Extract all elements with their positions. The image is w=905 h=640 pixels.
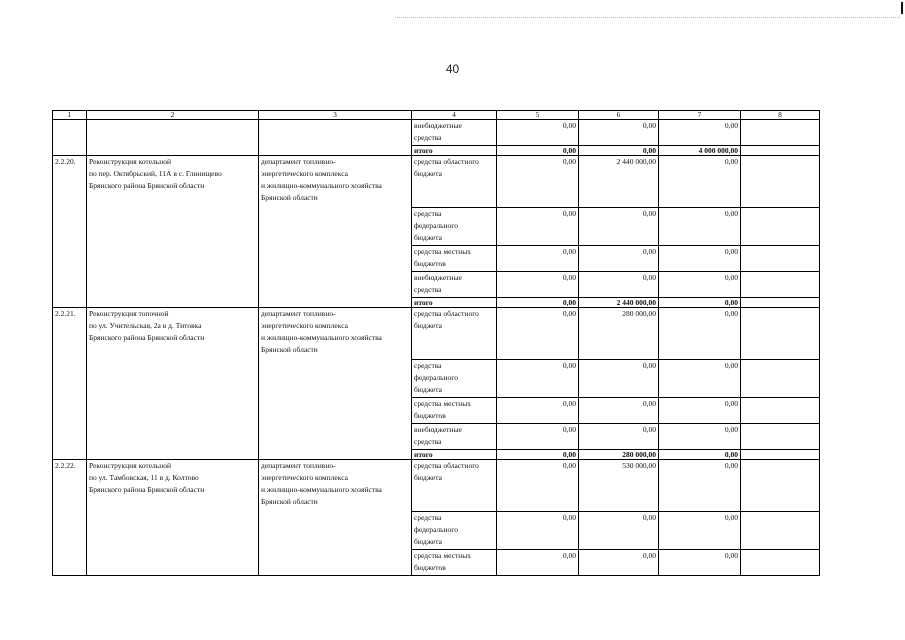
value-cell: 0,00 [497,550,579,576]
value-cell: 0,00 [579,208,659,246]
value-cell: 0,00 [497,298,579,308]
table-row [53,308,820,360]
value-cell: 0,00 [659,360,741,398]
scan-edge-mark [901,2,903,14]
value-cell: 2 440 000,00 [579,156,659,208]
executor-cell: департамент топливно- энергетического комплекса и жилищно-коммунального хозяйства Брянской области [259,460,412,576]
source-cell: итого [412,298,497,308]
value-cell: 0,00 [659,550,741,576]
budget-table [52,110,820,576]
value-cell [741,146,820,156]
value-cell: 0,00 [579,120,659,146]
table-row [53,120,820,146]
source-cell: внебюджетные средства [412,272,497,298]
value-cell [741,120,820,146]
source-cell: внебюджетные средства [412,424,497,450]
value-cell: 0,00 [659,246,741,272]
value-cell: 0,00 [659,272,741,298]
source-cell: итого [412,146,497,156]
value-cell [741,298,820,308]
value-cell: 0,00 [659,512,741,550]
header-cell: 8 [741,111,820,120]
value-cell: 0,00 [579,398,659,424]
value-cell: 530 000,00 [579,460,659,512]
header-cell: 1 [53,111,87,120]
name-cell: Реконструкция котельной по ул. Тамбовская, 11 в д. Колтово Брянского района Брянской области [87,460,259,576]
value-cell: 0,00 [497,156,579,208]
executor-cell [259,120,412,156]
source-cell: средства областного бюджета [412,308,497,360]
source-cell: средства областного бюджета [412,460,497,512]
source-cell: внебюджетные средства [412,120,497,146]
value-cell: 0,00 [579,424,659,450]
value-cell: 0,00 [579,272,659,298]
value-cell: 0,00 [497,398,579,424]
source-cell: средства областного бюджета [412,156,497,208]
value-cell: 0,00 [579,246,659,272]
value-cell [741,512,820,550]
value-cell [741,308,820,360]
source-cell: средства федерального бюджета [412,512,497,550]
value-cell: 0,00 [497,146,579,156]
executor-cell: департамент топливно- энергетического комплекса и жилищно-коммунального хозяйства Брянской области [259,308,412,460]
value-cell: 0,00 [659,398,741,424]
source-cell: средства местных бюджетов [412,398,497,424]
value-cell [741,156,820,208]
value-cell: 0,00 [497,424,579,450]
value-cell [741,208,820,246]
value-cell: 0,00 [659,308,741,360]
value-cell: 0,00 [659,120,741,146]
value-cell: 0,00 [579,146,659,156]
value-cell [741,450,820,460]
code-cell: 2.2.22. [53,460,87,576]
value-cell [741,424,820,450]
table-row [53,460,820,512]
code-cell: 2.2.20. [53,156,87,308]
value-cell: 0,00 [659,298,741,308]
source-cell: средства федерального бюджета [412,208,497,246]
value-cell: 0,00 [497,450,579,460]
value-cell: 0,00 [497,246,579,272]
value-cell [741,460,820,512]
value-cell: 280 000,00 [579,450,659,460]
executor-cell: департамент топливно- энергетического комплекса и жилищно-коммунального хозяйства Брянской области [259,156,412,308]
name-cell [87,120,259,156]
value-cell: 0,00 [497,120,579,146]
source-cell: средства федерального бюджета [412,360,497,398]
value-cell: 0,00 [659,208,741,246]
source-cell: средства местных бюджетов [412,550,497,576]
value-cell: 2 440 000,00 [579,298,659,308]
value-cell: 0,00 [497,272,579,298]
source-cell: итого [412,450,497,460]
table-header-row [53,111,820,120]
value-cell: 0,00 [659,450,741,460]
value-cell [741,360,820,398]
value-cell [741,550,820,576]
value-cell: 0,00 [579,360,659,398]
value-cell: 0,00 [579,550,659,576]
scan-noise-line [395,17,900,19]
header-cell: 3 [259,111,412,120]
value-cell [741,246,820,272]
value-cell: 0,00 [497,460,579,512]
name-cell: Реконструкция топочной по ул. Учительская, 2а в д. Титовка Брянского района Брянской области [87,308,259,460]
value-cell: 0,00 [497,512,579,550]
source-cell: средства местных бюджетов [412,246,497,272]
value-cell: 4 000 000,00 [659,146,741,156]
value-cell: 0,00 [659,460,741,512]
name-cell: Реконструкция котельной по пер. Октябрьский, 11А в с. Глинищево Брянского района Брянской области [87,156,259,308]
header-cell: 6 [579,111,659,120]
value-cell: 0,00 [497,308,579,360]
value-cell: 280 000,00 [579,308,659,360]
value-cell: 0,00 [659,156,741,208]
page-number: 40 [445,62,460,76]
header-cell: 7 [659,111,741,120]
value-cell: 0,00 [497,360,579,398]
code-cell: 2.2.21. [53,308,87,460]
header-cell: 2 [87,111,259,120]
header-cell: 5 [497,111,579,120]
code-cell [53,120,87,156]
value-cell: 0,00 [579,512,659,550]
value-cell: 0,00 [497,208,579,246]
value-cell: 0,00 [659,424,741,450]
value-cell [741,272,820,298]
value-cell [741,398,820,424]
table-row [53,156,820,208]
header-cell: 4 [412,111,497,120]
